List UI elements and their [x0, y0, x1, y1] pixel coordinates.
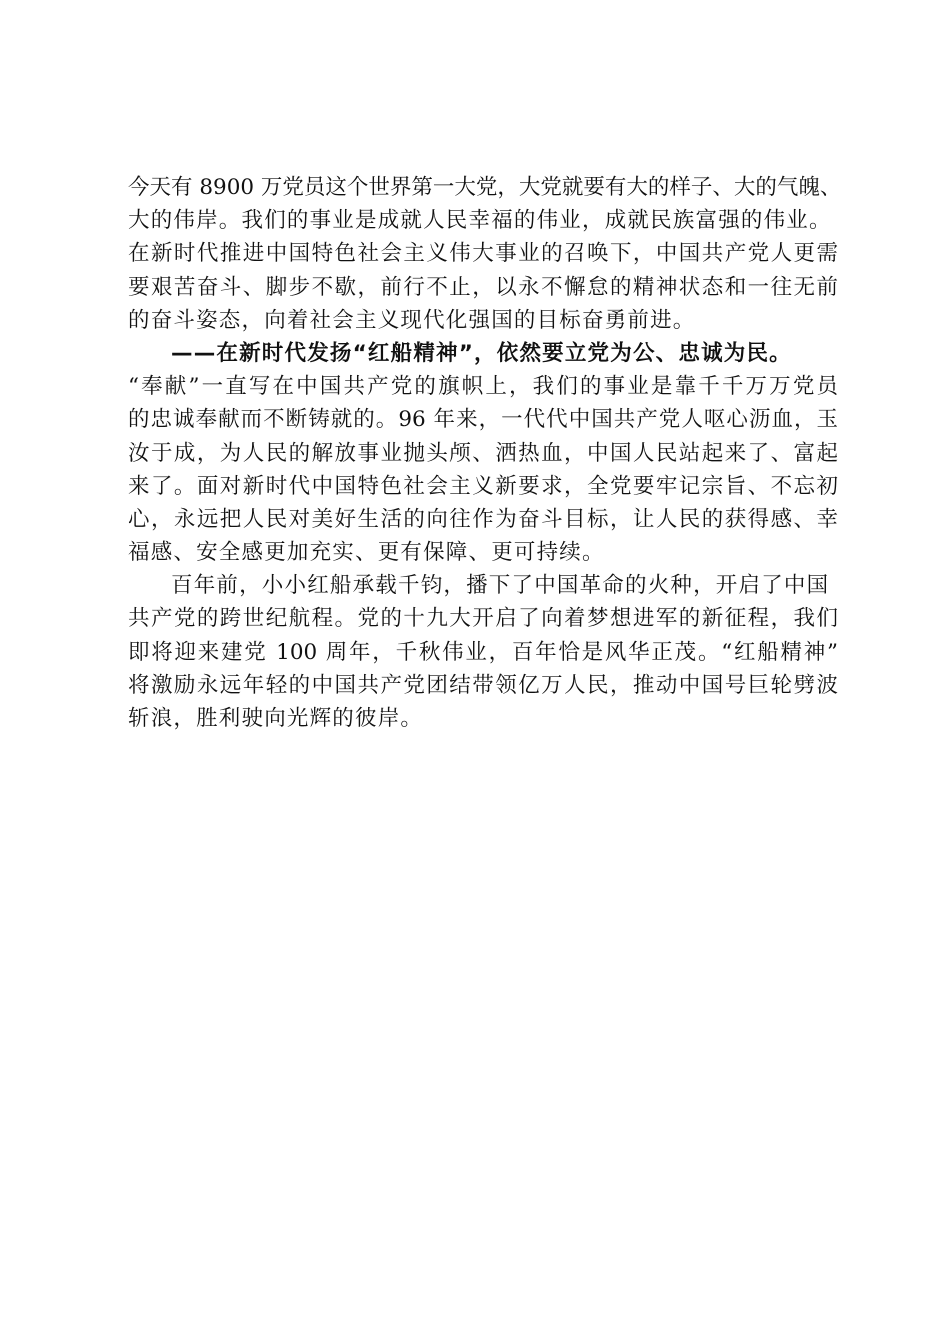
text-line: 的忠诚奉献而不断铸就的。96 年来，一代代中国共产党人呕心沥血，玉	[128, 407, 838, 433]
text-line: 百年前，小小红船承载千钧，播下了中国革命的火种，开启了中国	[171, 573, 830, 599]
text-line: 即将迎来建党 100 周年，千秋伟业，百年恰是风华正茂。“红船精神”	[128, 639, 838, 665]
text-line: 今天有 8900 万党员这个世界第一大党，大党就要有大的样子、大的气魄、	[128, 175, 842, 200]
text-line: 福感、安全感更加充实、更有保障、更可持续。	[128, 540, 605, 566]
text-line: 汝于成，为人民的解放事业抛头颅、洒热血，中国人民站起来了、富起	[128, 440, 838, 466]
text-line: 在新时代推进中国特色社会主义伟大事业的召唤下，中国共产党人更需	[128, 241, 838, 267]
text-line: 心，永远把人民对美好生活的向往作为奋斗目标，让人民的获得感、幸	[128, 506, 838, 532]
text-line: 将激励永远年轻的中国共产党团结带领亿万人民，推动中国号巨轮劈波	[128, 672, 838, 698]
text-line: 共产党的跨世纪航程。党的十九大开启了向着梦想进军的新征程，我们	[128, 606, 838, 632]
text-line: 来了。面对新时代中国特色社会主义新要求，全党要牢记宗旨、不忘初	[128, 473, 838, 499]
section-heading: ——在新时代发扬“红船精神”，依然要立党为公、忠诚为民。	[171, 340, 792, 366]
text-line: “奉献”一直写在中国共产党的旗帜上，我们的事业是靠千千万万党员	[128, 374, 838, 400]
text-line: 斩浪，胜利驶向光辉的彼岸。	[128, 706, 424, 731]
text-line: 的奋斗姿态，向着社会主义现代化强国的目标奋勇前进。	[128, 307, 696, 333]
body-text	[128, 171, 842, 735]
text-line: 大的伟岸。我们的事业是成就人民幸福的伟业，成就民族富强的伟业。	[128, 208, 832, 234]
text-line: 要艰苦奋斗、脚步不歇，前行不止，以永不懈怠的精神状态和一往无前	[128, 274, 838, 300]
